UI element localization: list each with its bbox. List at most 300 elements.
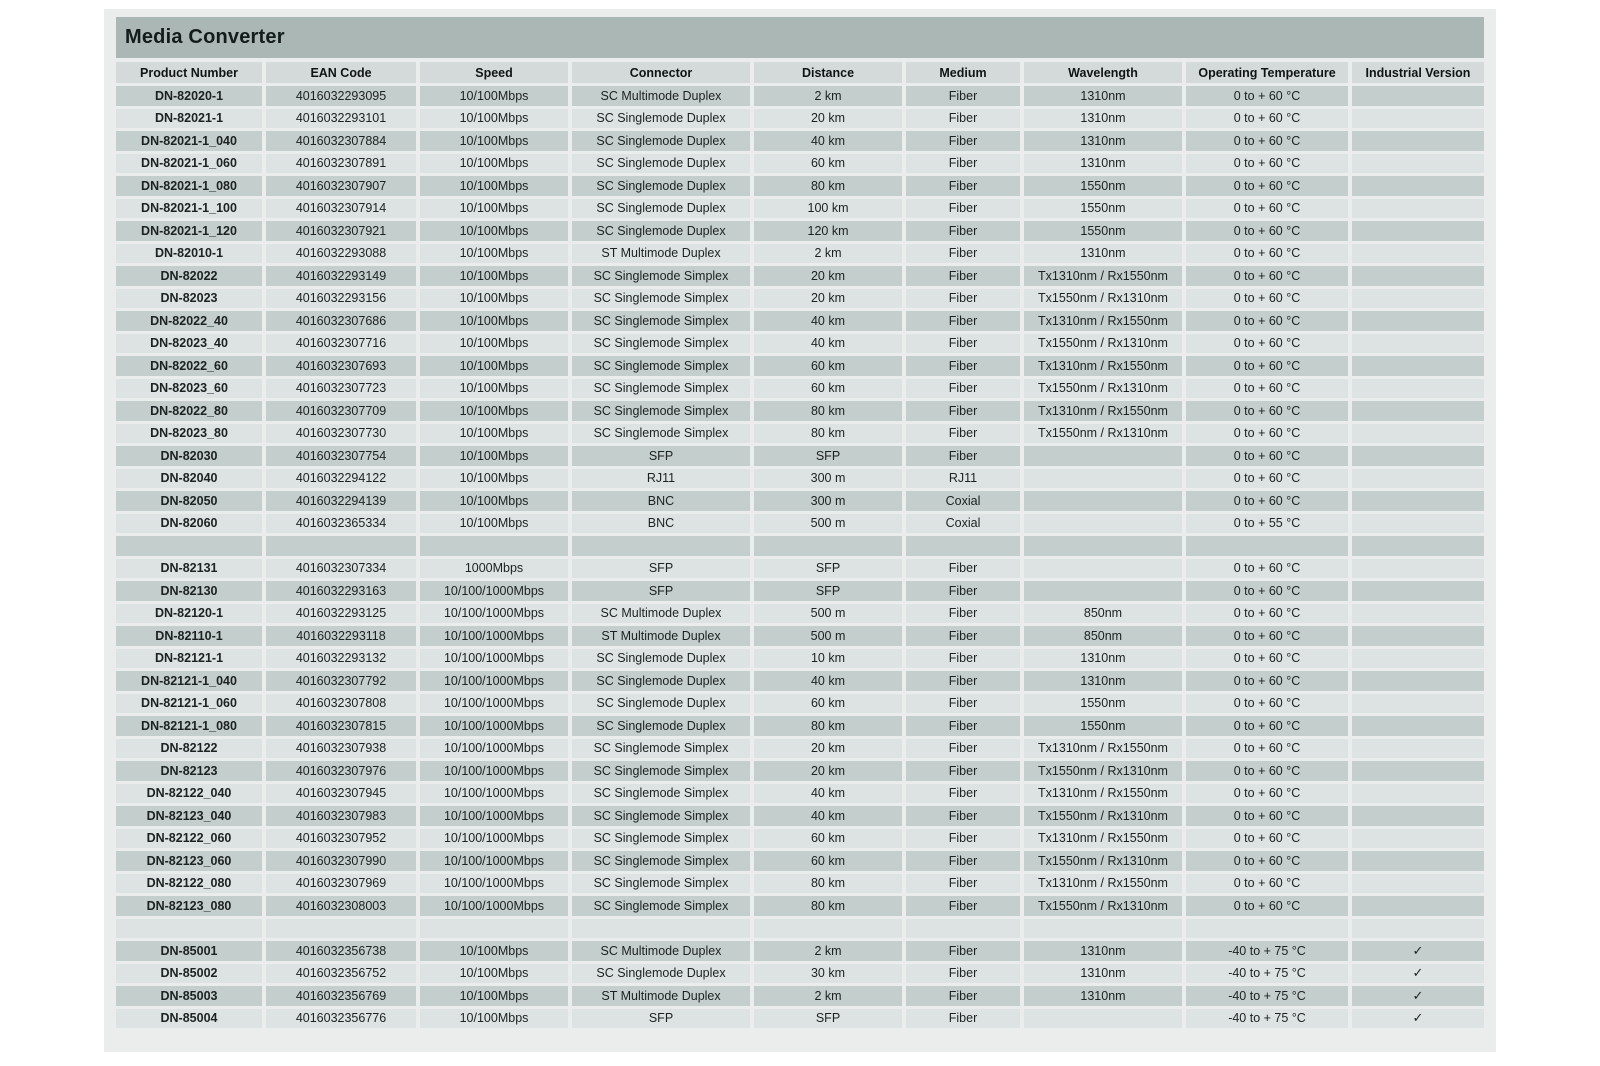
cell-medium: RJ11	[906, 469, 1020, 489]
cell-ean-code: 4016032307808	[266, 694, 416, 714]
cell-industrial-version	[1352, 514, 1484, 534]
cell-medium: Fiber	[906, 851, 1020, 871]
table-row	[116, 964, 1484, 984]
cell-speed: 10/100/1000Mbps	[420, 851, 568, 871]
cell-connector: SC Singlemode Duplex	[572, 716, 750, 736]
cell-speed: 10/100Mbps	[420, 221, 568, 241]
cell-wavelength	[1024, 491, 1182, 511]
cell-medium: Fiber	[906, 289, 1020, 309]
cell-ean-code: 4016032293095	[266, 86, 416, 106]
cell-industrial-version	[1352, 176, 1484, 196]
cell-medium: Fiber	[906, 649, 1020, 669]
cell-industrial-version	[1352, 289, 1484, 309]
cell-product-number: DN-82123_040	[116, 806, 262, 826]
cell-speed: 10/100Mbps	[420, 154, 568, 174]
cell-ean-code: 4016032307815	[266, 716, 416, 736]
cell-distance: SFP	[754, 581, 902, 601]
cell-distance: 20 km	[754, 761, 902, 781]
table-row	[116, 379, 1484, 399]
cell-industrial-version	[1352, 964, 1484, 984]
cell-ean-code: 4016032307907	[266, 176, 416, 196]
cell-operating-temperature: 0 to + 60 °C	[1186, 491, 1348, 511]
cell-connector: SC Singlemode Simplex	[572, 401, 750, 421]
cell-connector: SC Singlemode Simplex	[572, 784, 750, 804]
cell-wavelength: Tx1550nm / Rx1310nm	[1024, 379, 1182, 399]
cell-connector	[572, 536, 750, 556]
cell-speed: 10/100/1000Mbps	[420, 806, 568, 826]
cell-product-number: DN-82022_60	[116, 356, 262, 376]
cell-connector: ST Multimode Duplex	[572, 626, 750, 646]
cell-connector: SFP	[572, 559, 750, 579]
cell-speed: 10/100Mbps	[420, 1009, 568, 1029]
table-row	[116, 761, 1484, 781]
cell-operating-temperature: 0 to + 60 °C	[1186, 356, 1348, 376]
cell-medium: Fiber	[906, 604, 1020, 624]
cell-operating-temperature	[1186, 536, 1348, 556]
cell-product-number: DN-82021-1_120	[116, 221, 262, 241]
cell-wavelength: 1310nm	[1024, 986, 1182, 1006]
cell-industrial-version	[1352, 806, 1484, 826]
cell-speed: 10/100Mbps	[420, 356, 568, 376]
cell-connector: SFP	[572, 446, 750, 466]
cell-speed: 10/100Mbps	[420, 131, 568, 151]
cell-medium: Fiber	[906, 784, 1020, 804]
cell-speed: 10/100/1000Mbps	[420, 896, 568, 916]
cell-ean-code: 4016032307334	[266, 559, 416, 579]
cell-operating-temperature: 0 to + 60 °C	[1186, 424, 1348, 444]
cell-medium: Fiber	[906, 446, 1020, 466]
cell-ean-code: 4016032307891	[266, 154, 416, 174]
cell-distance: 120 km	[754, 221, 902, 241]
cell-operating-temperature: 0 to + 60 °C	[1186, 671, 1348, 691]
cell-medium: Fiber	[906, 109, 1020, 129]
title-bar	[116, 17, 1484, 58]
cell-ean-code: 4016032307969	[266, 874, 416, 894]
cell-medium: Fiber	[906, 266, 1020, 286]
cell-ean-code: 4016032307723	[266, 379, 416, 399]
cell-connector: SC Singlemode Duplex	[572, 694, 750, 714]
table-row	[116, 221, 1484, 241]
cell-connector: SC Singlemode Duplex	[572, 964, 750, 984]
table-row	[116, 739, 1484, 759]
table-row	[116, 806, 1484, 826]
cell-wavelength: Tx1310nm / Rx1550nm	[1024, 356, 1182, 376]
cell-wavelength: 1310nm	[1024, 86, 1182, 106]
cell-wavelength: Tx1550nm / Rx1310nm	[1024, 424, 1182, 444]
table-row	[116, 626, 1484, 646]
cell-ean-code: 4016032307884	[266, 131, 416, 151]
cell-connector: SC Singlemode Simplex	[572, 806, 750, 826]
table-row	[116, 874, 1484, 894]
column-header-connector: Connector	[572, 62, 750, 83]
cell-distance: 2 km	[754, 986, 902, 1006]
cell-wavelength: Tx1550nm / Rx1310nm	[1024, 806, 1182, 826]
cell-industrial-version	[1352, 154, 1484, 174]
cell-operating-temperature: 0 to + 60 °C	[1186, 176, 1348, 196]
cell-industrial-version	[1352, 401, 1484, 421]
cell-distance: 2 km	[754, 86, 902, 106]
table-row	[116, 199, 1484, 219]
cell-medium: Coxial	[906, 514, 1020, 534]
cell-medium	[906, 536, 1020, 556]
cell-medium: Fiber	[906, 176, 1020, 196]
table-row	[116, 289, 1484, 309]
cell-industrial-version	[1352, 334, 1484, 354]
cell-medium: Fiber	[906, 964, 1020, 984]
cell-industrial-version	[1352, 379, 1484, 399]
cell-industrial-version	[1352, 131, 1484, 151]
cell-distance: 60 km	[754, 694, 902, 714]
table-row	[116, 986, 1484, 1006]
cell-distance: 500 m	[754, 626, 902, 646]
cell-connector: SC Singlemode Duplex	[572, 154, 750, 174]
cell-connector: SFP	[572, 1009, 750, 1029]
cell-product-number	[116, 536, 262, 556]
column-header-product-number: Product Number	[116, 62, 262, 83]
cell-ean-code: 4016032356752	[266, 964, 416, 984]
cell-distance: SFP	[754, 446, 902, 466]
cell-speed: 10/100Mbps	[420, 941, 568, 961]
cell-industrial-version	[1352, 581, 1484, 601]
cell-product-number: DN-82010-1	[116, 244, 262, 264]
cell-industrial-version	[1352, 244, 1484, 264]
table-row	[116, 514, 1484, 534]
cell-distance: 80 km	[754, 716, 902, 736]
cell-industrial-version	[1352, 86, 1484, 106]
cell-ean-code: 4016032307914	[266, 199, 416, 219]
cell-industrial-version	[1352, 109, 1484, 129]
cell-wavelength	[1024, 446, 1182, 466]
cell-speed: 10/100Mbps	[420, 986, 568, 1006]
cell-industrial-version	[1352, 536, 1484, 556]
cell-product-number: DN-82021-1_080	[116, 176, 262, 196]
cell-industrial-version	[1352, 221, 1484, 241]
cell-medium: Fiber	[906, 356, 1020, 376]
cell-wavelength: 1310nm	[1024, 244, 1182, 264]
table-row	[116, 851, 1484, 871]
cell-speed: 10/100Mbps	[420, 469, 568, 489]
cell-operating-temperature: 0 to + 60 °C	[1186, 806, 1348, 826]
cell-medium: Coxial	[906, 491, 1020, 511]
cell-product-number: DN-85004	[116, 1009, 262, 1029]
cell-connector: SFP	[572, 581, 750, 601]
cell-ean-code: 4016032293125	[266, 604, 416, 624]
cell-industrial-version	[1352, 761, 1484, 781]
spacer-row	[116, 536, 1484, 556]
cell-wavelength	[1024, 1009, 1182, 1029]
cell-wavelength: 1550nm	[1024, 176, 1182, 196]
cell-operating-temperature: 0 to + 60 °C	[1186, 716, 1348, 736]
table-row	[116, 109, 1484, 129]
column-header-industrial-version: Industrial Version	[1352, 62, 1484, 83]
cell-industrial-version	[1352, 469, 1484, 489]
cell-speed: 10/100Mbps	[420, 266, 568, 286]
cell-speed: 10/100Mbps	[420, 244, 568, 264]
cell-product-number: DN-82040	[116, 469, 262, 489]
cell-ean-code: 4016032307976	[266, 761, 416, 781]
cell-medium: Fiber	[906, 199, 1020, 219]
cell-speed: 10/100Mbps	[420, 199, 568, 219]
cell-wavelength: 850nm	[1024, 626, 1182, 646]
cell-distance: 500 m	[754, 604, 902, 624]
cell-connector: SC Singlemode Duplex	[572, 671, 750, 691]
cell-operating-temperature: -40 to + 75 °C	[1186, 964, 1348, 984]
cell-product-number: DN-82123_080	[116, 896, 262, 916]
cell-wavelength	[1024, 559, 1182, 579]
cell-ean-code: 4016032307754	[266, 446, 416, 466]
cell-speed: 10/100Mbps	[420, 289, 568, 309]
cell-ean-code: 4016032308003	[266, 896, 416, 916]
cell-industrial-version	[1352, 986, 1484, 1006]
cell-operating-temperature: 0 to + 60 °C	[1186, 896, 1348, 916]
cell-ean-code: 4016032294139	[266, 491, 416, 511]
cell-connector: SC Singlemode Duplex	[572, 649, 750, 669]
cell-industrial-version	[1352, 919, 1484, 939]
cell-product-number: DN-82030	[116, 446, 262, 466]
cell-product-number: DN-82022_80	[116, 401, 262, 421]
cell-connector: SC Singlemode Simplex	[572, 289, 750, 309]
cell-wavelength	[1024, 469, 1182, 489]
cell-operating-temperature: 0 to + 60 °C	[1186, 559, 1348, 579]
cell-speed: 10/100Mbps	[420, 401, 568, 421]
cell-medium: Fiber	[906, 424, 1020, 444]
table-row	[116, 1009, 1484, 1029]
table-row	[116, 559, 1484, 579]
cell-connector: SC Singlemode Simplex	[572, 334, 750, 354]
cell-medium: Fiber	[906, 806, 1020, 826]
cell-distance: SFP	[754, 559, 902, 579]
cell-operating-temperature: 0 to + 60 °C	[1186, 581, 1348, 601]
cell-wavelength	[1024, 514, 1182, 534]
cell-distance: 100 km	[754, 199, 902, 219]
table-row	[116, 176, 1484, 196]
cell-operating-temperature: 0 to + 60 °C	[1186, 266, 1348, 286]
cell-wavelength: Tx1550nm / Rx1310nm	[1024, 334, 1182, 354]
cell-ean-code: 4016032356776	[266, 1009, 416, 1029]
table-row	[116, 491, 1484, 511]
cell-speed: 10/100/1000Mbps	[420, 716, 568, 736]
cell-connector: SC Singlemode Simplex	[572, 851, 750, 871]
cell-wavelength: 1550nm	[1024, 199, 1182, 219]
cell-product-number: DN-82022_40	[116, 311, 262, 331]
cell-product-number: DN-82021-1_060	[116, 154, 262, 174]
cell-operating-temperature: -40 to + 75 °C	[1186, 1009, 1348, 1029]
cell-connector: BNC	[572, 491, 750, 511]
cell-wavelength: Tx1310nm / Rx1550nm	[1024, 401, 1182, 421]
cell-speed: 10/100/1000Mbps	[420, 784, 568, 804]
table-row	[116, 311, 1484, 331]
table-row	[116, 131, 1484, 151]
cell-ean-code	[266, 919, 416, 939]
cell-distance: 60 km	[754, 829, 902, 849]
cell-medium: Fiber	[906, 244, 1020, 264]
cell-industrial-version	[1352, 266, 1484, 286]
cell-speed: 10/100Mbps	[420, 964, 568, 984]
cell-medium: Fiber	[906, 829, 1020, 849]
table-row	[116, 694, 1484, 714]
cell-ean-code: 4016032356769	[266, 986, 416, 1006]
cell-wavelength: 1310nm	[1024, 649, 1182, 669]
cell-industrial-version	[1352, 311, 1484, 331]
table-row	[116, 941, 1484, 961]
page-title: Media Converter	[125, 26, 285, 48]
cell-connector: SC Multimode Duplex	[572, 941, 750, 961]
cell-ean-code: 4016032293149	[266, 266, 416, 286]
cell-medium: Fiber	[906, 874, 1020, 894]
cell-speed: 10/100Mbps	[420, 109, 568, 129]
cell-wavelength	[1024, 581, 1182, 601]
cell-industrial-version	[1352, 626, 1484, 646]
column-header-wavelength: Wavelength	[1024, 62, 1182, 83]
cell-distance: 20 km	[754, 109, 902, 129]
table-row	[116, 896, 1484, 916]
spacer-row	[116, 919, 1484, 939]
cell-operating-temperature: 0 to + 60 °C	[1186, 761, 1348, 781]
cell-operating-temperature: 0 to + 60 °C	[1186, 874, 1348, 894]
cell-ean-code: 4016032293132	[266, 649, 416, 669]
cell-distance	[754, 919, 902, 939]
table-row	[116, 581, 1484, 601]
cell-operating-temperature: 0 to + 60 °C	[1186, 109, 1348, 129]
cell-product-number: DN-82121-1	[116, 649, 262, 669]
cell-distance: 60 km	[754, 154, 902, 174]
cell-ean-code: 4016032307730	[266, 424, 416, 444]
cell-distance: 10 km	[754, 649, 902, 669]
cell-distance: 80 km	[754, 874, 902, 894]
table-row	[116, 469, 1484, 489]
cell-wavelength: Tx1550nm / Rx1310nm	[1024, 896, 1182, 916]
cell-speed: 10/100/1000Mbps	[420, 739, 568, 759]
cell-connector	[572, 919, 750, 939]
cell-operating-temperature: 0 to + 60 °C	[1186, 446, 1348, 466]
cell-distance: 60 km	[754, 851, 902, 871]
cell-product-number: DN-82121-1_040	[116, 671, 262, 691]
cell-wavelength: Tx1310nm / Rx1550nm	[1024, 266, 1182, 286]
cell-industrial-version	[1352, 1009, 1484, 1029]
cell-speed: 10/100Mbps	[420, 176, 568, 196]
cell-industrial-version	[1352, 356, 1484, 376]
cell-product-number: DN-82050	[116, 491, 262, 511]
cell-product-number: DN-82123_060	[116, 851, 262, 871]
cell-wavelength: 1310nm	[1024, 154, 1182, 174]
table-row	[116, 604, 1484, 624]
cell-connector: SC Singlemode Simplex	[572, 379, 750, 399]
cell-wavelength: 1310nm	[1024, 964, 1182, 984]
cell-industrial-version	[1352, 424, 1484, 444]
check-icon: ✓	[1412, 1010, 1424, 1026]
cell-ean-code: 4016032307716	[266, 334, 416, 354]
cell-ean-code: 4016032294122	[266, 469, 416, 489]
cell-industrial-version	[1352, 874, 1484, 894]
cell-distance: 30 km	[754, 964, 902, 984]
cell-distance: SFP	[754, 1009, 902, 1029]
cell-speed: 10/100/1000Mbps	[420, 581, 568, 601]
cell-distance: 20 km	[754, 739, 902, 759]
cell-product-number: DN-82060	[116, 514, 262, 534]
cell-wavelength: Tx1310nm / Rx1550nm	[1024, 874, 1182, 894]
cell-distance: 2 km	[754, 244, 902, 264]
cell-ean-code: 4016032307686	[266, 311, 416, 331]
cell-connector: ST Multimode Duplex	[572, 986, 750, 1006]
cell-wavelength: 1310nm	[1024, 109, 1182, 129]
cell-operating-temperature: 0 to + 60 °C	[1186, 244, 1348, 264]
cell-distance: 500 m	[754, 514, 902, 534]
cell-medium: Fiber	[906, 941, 1020, 961]
cell-wavelength: 1310nm	[1024, 131, 1182, 151]
cell-medium: Fiber	[906, 559, 1020, 579]
cell-medium: Fiber	[906, 626, 1020, 646]
column-header-speed: Speed	[420, 62, 568, 83]
check-icon: ✓	[1412, 965, 1424, 981]
column-header-ean-code: EAN Code	[266, 62, 416, 83]
cell-speed: 10/100/1000Mbps	[420, 649, 568, 669]
cell-connector: SC Singlemode Duplex	[572, 176, 750, 196]
cell-speed	[420, 536, 568, 556]
cell-operating-temperature: 0 to + 60 °C	[1186, 131, 1348, 151]
cell-operating-temperature: -40 to + 75 °C	[1186, 986, 1348, 1006]
cell-connector: SC Singlemode Simplex	[572, 874, 750, 894]
cell-industrial-version	[1352, 716, 1484, 736]
cell-operating-temperature: 0 to + 60 °C	[1186, 694, 1348, 714]
cell-operating-temperature: 0 to + 60 °C	[1186, 829, 1348, 849]
cell-ean-code: 4016032307921	[266, 221, 416, 241]
cell-medium: Fiber	[906, 311, 1020, 331]
cell-speed	[420, 919, 568, 939]
cell-connector: SC Singlemode Simplex	[572, 896, 750, 916]
table-row	[116, 334, 1484, 354]
cell-medium: Fiber	[906, 86, 1020, 106]
cell-product-number: DN-82020-1	[116, 86, 262, 106]
cell-connector: SC Singlemode Simplex	[572, 739, 750, 759]
cell-connector: SC Singlemode Simplex	[572, 761, 750, 781]
cell-speed: 10/100Mbps	[420, 491, 568, 511]
cell-product-number: DN-82022	[116, 266, 262, 286]
cell-operating-temperature: 0 to + 60 °C	[1186, 626, 1348, 646]
cell-connector: SC Singlemode Duplex	[572, 131, 750, 151]
cell-product-number: DN-82122_060	[116, 829, 262, 849]
cell-product-number: DN-82121-1_080	[116, 716, 262, 736]
cell-distance: 20 km	[754, 266, 902, 286]
cell-ean-code: 4016032293163	[266, 581, 416, 601]
cell-industrial-version	[1352, 829, 1484, 849]
cell-medium: Fiber	[906, 896, 1020, 916]
cell-operating-temperature: -40 to + 75 °C	[1186, 941, 1348, 961]
cell-industrial-version	[1352, 694, 1484, 714]
cell-operating-temperature: 0 to + 60 °C	[1186, 334, 1348, 354]
cell-speed: 10/100Mbps	[420, 379, 568, 399]
cell-product-number: DN-82023_60	[116, 379, 262, 399]
cell-ean-code: 4016032307709	[266, 401, 416, 421]
cell-medium: Fiber	[906, 401, 1020, 421]
cell-operating-temperature: 0 to + 60 °C	[1186, 154, 1348, 174]
cell-medium: Fiber	[906, 581, 1020, 601]
cell-product-number	[116, 919, 262, 939]
cell-operating-temperature: 0 to + 55 °C	[1186, 514, 1348, 534]
table-row	[116, 154, 1484, 174]
cell-industrial-version	[1352, 851, 1484, 871]
cell-distance: 40 km	[754, 131, 902, 151]
cell-ean-code: 4016032293088	[266, 244, 416, 264]
table-row	[116, 86, 1484, 106]
cell-operating-temperature: 0 to + 60 °C	[1186, 739, 1348, 759]
cell-wavelength: 1310nm	[1024, 671, 1182, 691]
cell-speed: 10/100/1000Mbps	[420, 874, 568, 894]
cell-medium: Fiber	[906, 379, 1020, 399]
cell-speed: 10/100Mbps	[420, 86, 568, 106]
table-row	[116, 266, 1484, 286]
cell-product-number: DN-82130	[116, 581, 262, 601]
cell-medium: Fiber	[906, 334, 1020, 354]
